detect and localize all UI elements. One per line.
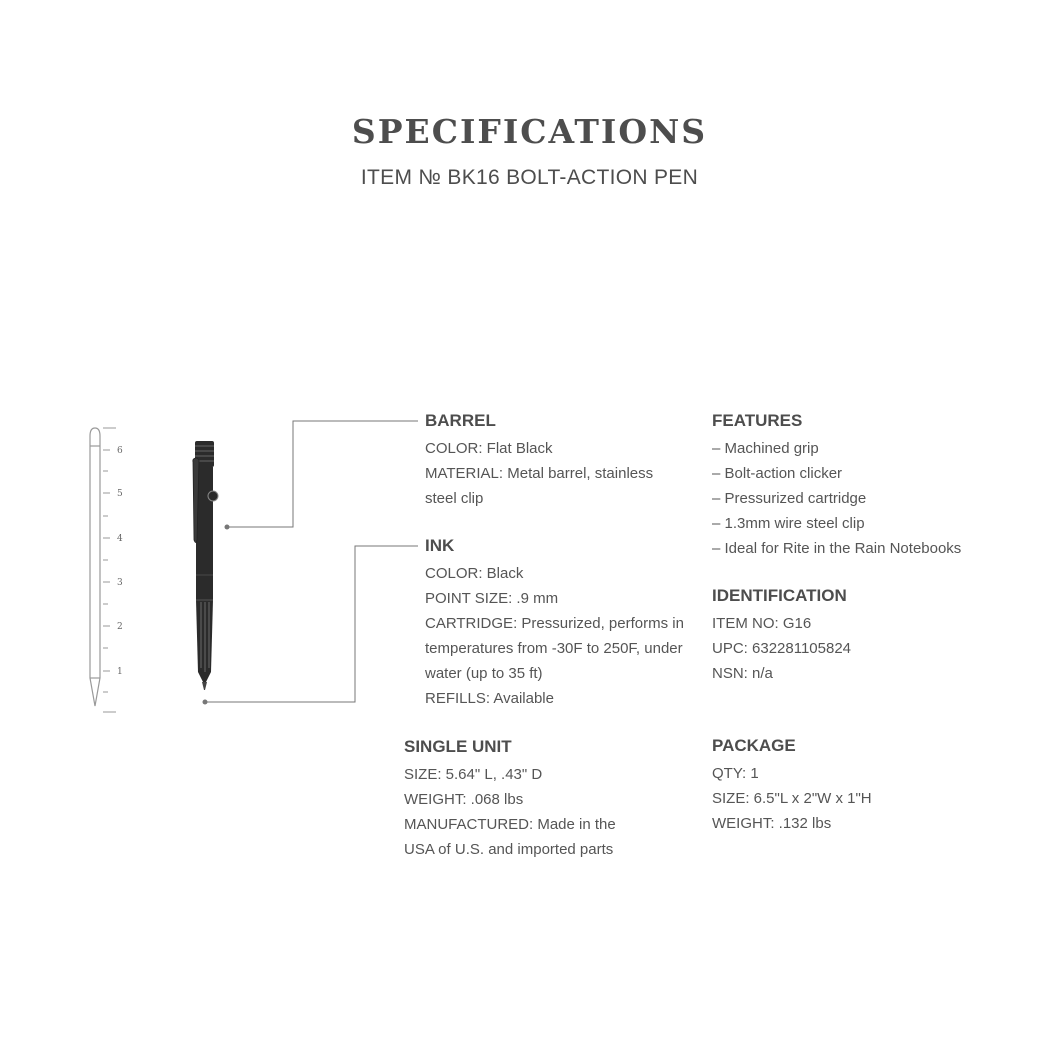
bolt-action-pen-icon xyxy=(193,441,218,690)
upc: UPC: 632281105824 xyxy=(712,640,851,657)
ruler-mark-3: 3 xyxy=(117,578,123,588)
page-title: SPECIFICATIONS xyxy=(351,112,708,151)
barrel-heading: BARREL xyxy=(425,411,496,430)
feature-item: – Machined grip xyxy=(712,440,819,457)
features-heading: FEATURES xyxy=(712,411,803,430)
ink-cartridge-cont: temperatures from -30F to 250F, under xyxy=(425,640,683,657)
barrel-section xyxy=(425,410,705,511)
ink-cartridge: CARTRIDGE: Pressurized, performs in xyxy=(425,615,684,632)
ink-heading: INK xyxy=(425,536,455,555)
single-unit-weight: WEIGHT: .068 lbs xyxy=(404,791,524,808)
single-unit-manufactured: MANUFACTURED: Made in the xyxy=(404,816,616,833)
ruler-mark-5: 5 xyxy=(117,489,123,499)
ink-refills: REFILLS: Available xyxy=(425,690,554,707)
barrel-leader-line xyxy=(225,421,419,530)
package-size: SIZE: 6.5"L x 2"W x 1"H xyxy=(712,790,872,807)
package-weight: WEIGHT: .132 lbs xyxy=(712,815,832,832)
ink-cartridge-cont2: water (up to 35 ft) xyxy=(425,665,543,682)
barrel-material: MATERIAL: Metal barrel, stainless xyxy=(425,465,654,482)
ink-leader-line xyxy=(203,546,419,705)
barrel-material-cont: steel clip xyxy=(425,490,484,507)
item-number: ITEM NO: G16 xyxy=(712,615,812,632)
single-unit-size: SIZE: 5.64" L, .43" D xyxy=(404,766,543,783)
features-section xyxy=(712,410,1012,561)
nsn: NSN: n/a xyxy=(712,665,773,682)
ruler-mark-4: 4 xyxy=(117,534,123,544)
ruler-scale xyxy=(103,428,116,712)
identification-heading: IDENTIFICATION xyxy=(712,586,847,605)
feature-item: – Pressurized cartridge xyxy=(712,490,867,507)
ink-point-size: POINT SIZE: .9 mm xyxy=(425,590,559,607)
package-qty: QTY: 1 xyxy=(712,765,759,782)
ruler-mark-1: 1 xyxy=(117,667,123,677)
feature-item: – Bolt-action clicker xyxy=(712,465,843,482)
feature-item: – Ideal for Rite in the Rain Notebooks xyxy=(712,540,962,557)
ink-section xyxy=(425,535,707,711)
single-unit-heading: SINGLE UNIT xyxy=(404,737,512,756)
barrel-color: COLOR: Flat Black xyxy=(425,440,553,457)
ruler-mark-2: 2 xyxy=(117,622,123,632)
single-unit-manufactured-cont: USA of U.S. and imported parts xyxy=(404,841,614,858)
single-unit-section xyxy=(404,736,644,862)
feature-item: – 1.3mm wire steel clip xyxy=(712,515,865,532)
package-heading: PACKAGE xyxy=(712,736,796,755)
ruler-pencil-icon xyxy=(90,428,100,706)
identification-section xyxy=(712,585,1012,686)
ruler-mark-6: 6 xyxy=(117,446,123,456)
package-section xyxy=(712,735,1012,836)
ink-color: COLOR: Black xyxy=(425,565,524,582)
item-subtitle: ITEM № BK16 BOLT-ACTION PEN xyxy=(360,166,699,189)
